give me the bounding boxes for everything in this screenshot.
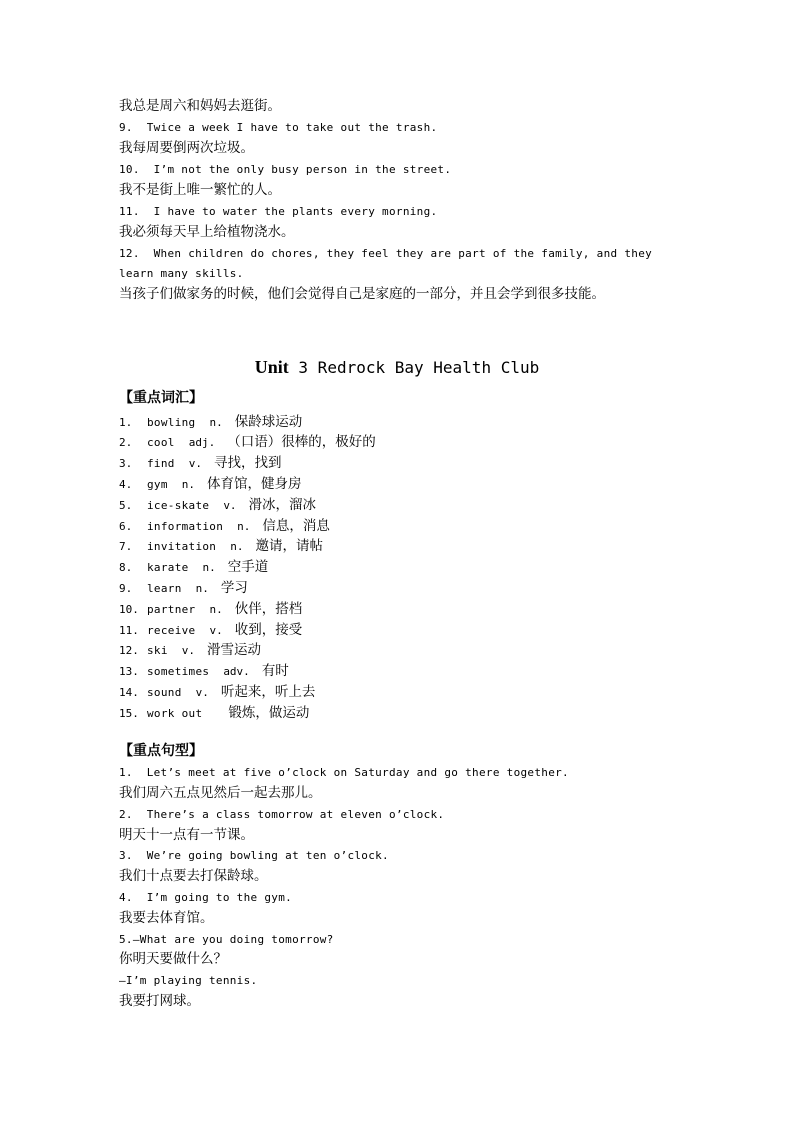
vocab-item (119, 579, 248, 596)
vocab-word: find (147, 457, 175, 470)
vocab-meaning: 滑冰，溜冰 (248, 497, 317, 513)
intro-line: 9. Twice a week I have to take out the trash. (119, 121, 438, 134)
vocab-pos: v. (209, 624, 223, 637)
vocab-meaning: 邀请，请帖 (255, 538, 323, 554)
sentence-line: 你明天要做什么？ (119, 951, 227, 967)
vocab-word: ski (147, 644, 168, 657)
vocab-pos: n. (202, 561, 216, 574)
vocab-meaning: 学习 (220, 580, 248, 596)
sentence-line: 3. We’re going bowling at ten o’clock. (119, 849, 389, 862)
intro-line: 11. I have to water the plants every morning. (119, 205, 438, 218)
vocab-meaning: 收到，接受 (234, 622, 303, 638)
vocab-word: invitation (147, 540, 217, 553)
vocab-item (119, 683, 315, 700)
vocab-word: ice-skate (147, 499, 210, 512)
intro-line: 我必须每天早上给植物浇水。 (119, 224, 295, 240)
intro-line: 我总是周六和妈妈去逛街。 (119, 98, 281, 114)
vocab-num: 2. (119, 436, 133, 449)
vocab-num: 8. (119, 561, 133, 574)
vocab-item (119, 496, 316, 513)
vocab-pos: adv. (223, 665, 250, 678)
vocab-pos: v. (188, 457, 202, 470)
vocab-num: 4. (119, 478, 133, 491)
vocab-word: learn (147, 582, 182, 595)
vocab-meaning: 空手道 (227, 559, 269, 575)
intro-line: 12. When children do chores, they feel they are part of the family, and they (119, 247, 653, 260)
vocab-item (119, 641, 261, 658)
vocab-heading: 【重点词汇】 (119, 390, 203, 406)
vocab-pos: n. (237, 520, 251, 533)
vocab-pos: n. (230, 540, 244, 553)
sentence-line: 明天十一点有一节课。 (119, 827, 254, 843)
vocab-item (119, 621, 302, 638)
vocab-num: 12. (119, 644, 139, 657)
vocab-num: 6. (119, 520, 133, 533)
vocab-item (119, 662, 289, 679)
intro-line: 当孩子们做家务的时候，他们会觉得自己是家庭的一部分，并且会学到很多技能。 (119, 286, 605, 302)
vocab-meaning: 伙伴，搭档 (234, 601, 303, 617)
unit-name: 3 Redrock Bay Health Club (288, 358, 540, 377)
vocab-num: 7. (119, 540, 133, 553)
intro-line: learn many skills. (119, 267, 244, 280)
vocab-word: information (147, 520, 224, 533)
vocab-meaning: 体育馆，健身房 (207, 476, 302, 492)
vocab-pos: n. (209, 416, 223, 429)
vocab-pos: v. (223, 499, 237, 512)
sentence-heading: 【重点句型】 (119, 743, 203, 759)
sentence-line: 5.—What are you doing tomorrow? (119, 933, 334, 946)
vocab-meaning: 听起来，听上去 (220, 684, 316, 700)
intro-line: 我不是街上唯一繁忙的人。 (119, 182, 281, 198)
vocab-item (119, 517, 330, 534)
vocab-pos: adj. (188, 436, 216, 449)
vocab-word: karate (147, 561, 189, 574)
vocab-word: work out (147, 707, 203, 720)
unit-label: Unit (254, 357, 289, 377)
vocab-num: 11. (119, 624, 139, 637)
vocab-meaning: 寻找，找到 (213, 455, 282, 471)
vocab-item (119, 537, 323, 554)
vocab-meaning: 锻炼，做运动 (228, 705, 310, 721)
vocab-item (119, 558, 268, 575)
vocab-word: cool (147, 436, 175, 449)
vocab-meaning: （口语）很棒的，极好的 (227, 434, 376, 450)
vocab-num: 14. (119, 686, 139, 699)
vocab-word: partner (147, 603, 196, 616)
sentence-line: 我要打网球。 (119, 993, 200, 1009)
sentence-line: 我要去体育馆。 (119, 910, 214, 926)
vocab-word: bowling (147, 416, 196, 429)
vocab-num: 13. (119, 665, 139, 678)
vocab-word: sound (147, 686, 182, 699)
vocab-pos: n. (181, 478, 196, 491)
intro-line: 10. I’m not the only busy person in the street. (119, 163, 452, 176)
unit-title (0, 358, 794, 376)
sentence-line: 4. I’m going to the gym. (119, 891, 293, 904)
vocab-item (119, 433, 376, 450)
vocab-num: 9. (119, 582, 133, 595)
vocab-pos: n. (195, 582, 209, 595)
vocab-item (119, 704, 309, 721)
sentence-line: 我们十点要去打保龄球。 (119, 868, 268, 884)
vocab-pos: v. (181, 644, 196, 657)
vocab-item (119, 600, 302, 617)
sentence-line: 2. There’s a class tomorrow at eleven o’clock. (119, 808, 445, 821)
vocab-pos: v. (195, 686, 209, 699)
vocab-num: 15. (119, 707, 139, 720)
vocab-num: 10. (119, 603, 139, 616)
vocab-word: sometimes (147, 665, 210, 678)
vocab-item (119, 454, 281, 471)
vocab-item (119, 413, 302, 430)
vocab-num: 5. (119, 499, 133, 512)
vocab-word: receive (147, 624, 196, 637)
sentence-line: 1. Let’s meet at five o’clock on Saturday and go there together. (119, 766, 569, 779)
sentence-line: 我们周六五点见然后一起去那儿。 (119, 785, 322, 801)
vocab-meaning: 滑雪运动 (207, 642, 262, 658)
vocab-meaning: 有时 (261, 663, 289, 679)
intro-line: 我每周要倒两次垃圾。 (119, 140, 254, 156)
vocab-item (119, 475, 302, 492)
vocab-word: gym (147, 478, 168, 491)
vocab-meaning: 信息，消息 (262, 518, 330, 534)
sentence-line: —I’m playing tennis. (119, 974, 258, 987)
vocab-meaning: 保龄球运动 (234, 414, 303, 430)
vocab-num: 3. (119, 457, 133, 470)
vocab-pos: n. (209, 603, 223, 616)
vocab-num: 1. (119, 416, 133, 429)
